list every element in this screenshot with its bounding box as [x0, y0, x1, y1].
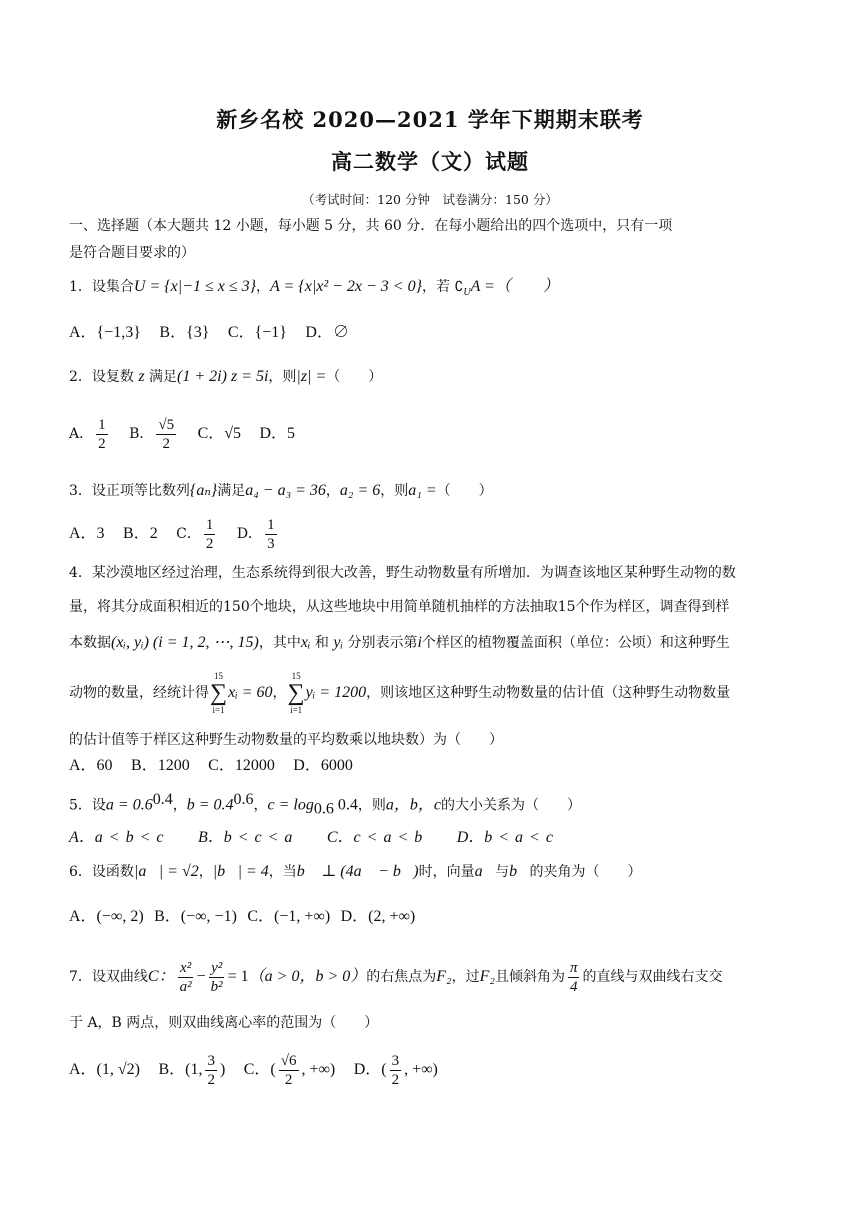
q7-pi-den: 4	[569, 978, 578, 995]
q2-option-c[interactable]: C．√5	[197, 425, 242, 442]
q5-option-c[interactable]: C．c < a < b	[326, 829, 423, 846]
q6-option-a[interactable]: A．(−∞, 2)	[69, 908, 144, 925]
q7-option-c-den: 2	[284, 1071, 293, 1088]
q7-option-c[interactable]	[243, 1052, 336, 1088]
q7-option-d-label: D．(	[353, 1061, 387, 1078]
q2-text-d: （ ）	[326, 369, 383, 385]
q2-option-b[interactable]	[129, 416, 179, 452]
q4-line3-c: 和	[310, 635, 334, 651]
q2-options	[69, 414, 799, 454]
q7-option-d-den: 2	[391, 1071, 400, 1088]
q4-sum2-body: yᵢ = 1200	[305, 684, 367, 701]
q2-option-a-frac	[96, 416, 108, 453]
page-subtitle: 高二数学（文）试题	[331, 149, 529, 174]
q6-option-c[interactable]: C．(−1, +∞)	[247, 908, 331, 925]
q7-option-c-num: √6	[280, 1052, 297, 1069]
q6-text-b: ，当	[268, 864, 297, 880]
q3-option-c-frac	[204, 516, 216, 553]
q4-line4-a: 动物的数量，经统计得	[69, 685, 209, 701]
q7-c: C：	[147, 968, 175, 985]
q7-minus: −	[196, 968, 206, 985]
page-title: 新乡名校 2020—2021 学年下期期末联考	[216, 107, 644, 132]
q7-text-d: 且倾斜角为	[494, 969, 565, 985]
q7-text-a: 7．设双曲线	[69, 969, 148, 985]
q4-sep: ，	[272, 685, 287, 701]
q7-eq: = 1	[227, 968, 249, 985]
q6-sep: ，	[198, 864, 213, 880]
q7-f1-den: a²	[179, 978, 192, 995]
q7-option-d-close: , +∞)	[404, 1061, 438, 1078]
q4-i: i	[417, 634, 422, 651]
q5-text-b: ，则	[357, 797, 386, 814]
q5-option-d[interactable]: D．b < a < c	[456, 829, 553, 846]
q4-line3-b: ，其中	[258, 635, 301, 651]
q4-option-b[interactable]: B．1200	[131, 757, 190, 774]
q3-sep: ，	[325, 483, 340, 499]
question-6	[69, 862, 799, 882]
q1-set-u: U = {x|−1 ≤ x ≤ 3}	[133, 278, 257, 295]
q2-text-a: 2．设复数	[69, 369, 139, 385]
exam-info: （考试时间：120 分钟 试卷满分：150 分）	[302, 192, 558, 207]
q4-line4-b: ，则该地区这种野生动物数量的估计值（这种野生动物数量	[366, 685, 731, 701]
q5-exp1: 0.4	[152, 791, 173, 808]
q6-eq3: b⃗ ⊥ (4a⃗ − b⃗)	[296, 863, 419, 880]
q7-option-b-label: B．(1,	[158, 1061, 203, 1078]
q4-line5: 的估计值等于样区这种野生动物数量的平均数乘以地块数）为（ ）	[69, 732, 503, 748]
q7-option-d-num: 3	[391, 1052, 400, 1069]
q5-options	[69, 828, 799, 848]
q3-option-c-label: C．	[176, 526, 201, 542]
q4-sum1-sigma	[210, 670, 227, 716]
q3-option-d-num: 1	[267, 516, 275, 533]
q4-sum2-bottom: i=1	[290, 705, 303, 715]
q3-option-c-den: 2	[205, 535, 214, 552]
q7-option-d-frac	[390, 1052, 402, 1089]
q6-text-a: 6．设函数	[69, 864, 134, 880]
q3-option-a[interactable]: A．3	[69, 525, 105, 542]
q5-eq3: c = log	[267, 796, 314, 814]
q5-eq2: b = 0.4	[186, 796, 234, 814]
q7-pi-frac	[568, 959, 580, 996]
q7-f2-den: b²	[210, 978, 223, 995]
q4-pair: (xᵢ, yᵢ) (i = 1, 2, ⋯, 15)	[111, 634, 259, 651]
q1-option-c[interactable]: C．{−1}	[227, 324, 287, 341]
q6-va: a⃗	[474, 863, 496, 880]
q2-eq: (1 + 2i) z = 5i	[177, 368, 269, 385]
q5-vars: a，b，c	[385, 796, 441, 814]
q7-option-b-frac	[205, 1052, 217, 1089]
q7-line2: 于 A，B 两点，则双曲线离心率的范围为（ ）	[69, 1015, 379, 1031]
q3-seq: {aₙ}	[189, 482, 218, 499]
question-5	[69, 790, 799, 819]
q7-option-b-close: )	[219, 1061, 226, 1078]
q6-vb: b⃗	[509, 863, 530, 880]
q1-sep: ，	[256, 279, 271, 295]
q2-option-b-den: 2	[162, 435, 170, 452]
q6-option-d[interactable]: D．(2, +∞)	[340, 908, 416, 925]
q3-option-c[interactable]	[176, 516, 218, 552]
q1-text-c: A =（ ）	[470, 278, 559, 295]
q2-text-c: ，则	[268, 369, 297, 385]
q1-sub: U	[463, 286, 471, 298]
question-3	[69, 481, 799, 501]
q7-option-c-frac	[279, 1052, 299, 1089]
q7-option-c-label: C．(	[243, 1061, 276, 1078]
q7-option-b[interactable]	[158, 1052, 226, 1088]
q2-option-b-frac	[156, 416, 176, 453]
q4-sum2-sigma	[288, 670, 305, 716]
q1-option-b[interactable]: B．{3}	[159, 324, 210, 341]
q5-option-b[interactable]: B．b < c < a	[197, 829, 293, 846]
q4-options	[69, 756, 799, 776]
q6-eq1: |a⃗| = √2	[133, 863, 199, 880]
q3-text-b: 满足	[217, 483, 246, 499]
sigma-icon: ∑	[287, 680, 305, 706]
q4-sum1-bottom: i=1	[212, 705, 225, 715]
q4-line4	[69, 670, 799, 716]
q7-frac1	[178, 959, 194, 996]
q2-option-a-num: 1	[98, 416, 106, 433]
q1-set-a: A = {x|x² − 2x − 3 < 0}	[270, 278, 422, 295]
q5-eq1: a = 0.6	[105, 796, 153, 814]
q7-f: F₂	[436, 968, 452, 985]
q7-option-a[interactable]: A．(1, √2)	[69, 1061, 140, 1078]
q7-option-d[interactable]	[353, 1052, 438, 1088]
q3-option-c-num: 1	[205, 516, 214, 533]
q4-line3-e: 个样区的植物覆盖面积（单位：公顷）和这种野生	[421, 635, 730, 651]
q7-options	[69, 1048, 799, 1092]
q7-f2-num: y²	[211, 959, 223, 976]
q3-option-d-frac	[265, 516, 277, 553]
q5-text-c: 的大小关系为（ ）	[440, 797, 581, 814]
question-7	[69, 956, 799, 998]
sigma-icon: ∑	[210, 680, 228, 706]
q2-option-a[interactable]	[69, 416, 111, 452]
section-heading-line2: 是符合题目要求的）	[69, 245, 195, 261]
q2-option-b-num: √5	[158, 416, 175, 433]
q7-option-b-den: 2	[207, 1071, 215, 1088]
q2-option-b-label: B．	[129, 426, 154, 442]
q6-text-c: 时，向量	[418, 864, 475, 880]
q4-line3-d: 分别表示第	[343, 635, 418, 651]
q7-f-again: F₂	[479, 968, 495, 985]
q2-text-b: 满足	[144, 369, 178, 385]
q4-line2: 量，将其分成面积相近的150个地块，从这些地块中用简单随机抽样的方法抽取15个作为样区，调查得到样	[69, 599, 730, 615]
q5-text-a: 5．设	[69, 797, 106, 814]
q4-line3-a: 本数据	[69, 635, 111, 651]
q7-frac2	[209, 959, 225, 996]
q5-exp2: 0.6	[233, 791, 254, 808]
q3-eq3: a₁ =	[408, 482, 437, 499]
q5-option-a[interactable]: A．a < b < c	[69, 829, 164, 846]
q5-sub3: 0.6	[313, 800, 334, 818]
q3-options	[69, 514, 799, 554]
q3-eq2: a₂ = 6	[339, 482, 381, 499]
q7-text-c: ，过	[451, 969, 480, 985]
q1-text-b: ，若 ∁	[422, 279, 464, 295]
q4-option-d[interactable]: D．6000	[293, 757, 353, 774]
q1-options	[69, 323, 799, 343]
q4-line1: 4．某沙漠地区经过治理，生态系统得到很大改善，野生动物数量有所增加．为调查该地区某种野生动物的数	[69, 565, 736, 581]
q5-sep2: ，	[253, 797, 268, 814]
q4-sum2-top: 15	[291, 671, 301, 681]
q5-eq3b: 0.4	[333, 796, 358, 814]
question-1	[69, 277, 799, 303]
q6-text-e: 的夹角为（ ）	[529, 864, 642, 880]
q1-text-a: 1．设集合	[69, 279, 134, 295]
q7-f1-num: x²	[180, 959, 192, 976]
q7-text-b: 的右焦点为	[366, 969, 437, 985]
q4-sum1-top: 15	[214, 671, 224, 681]
q3-text-a: 3．设正项等比数列	[69, 483, 190, 499]
q4-x: xᵢ	[300, 634, 311, 651]
q7-cond: （a > 0，b > 0）	[248, 968, 367, 985]
q7-text-e: 的直线与双曲线右支交	[582, 969, 723, 985]
q4-sum1-body: xᵢ = 60	[228, 684, 273, 701]
q2-option-d[interactable]: D．5	[259, 425, 296, 442]
q7-option-b-num: 3	[207, 1052, 215, 1069]
q1-option-a[interactable]: A．{−1,3}	[69, 324, 141, 341]
q3-text-c: ，则	[380, 483, 409, 499]
section-heading-line1: 一、选择题（本大题共 12 小题，每小题 5 分，共 60 分．在每小题给出的四个选项中，只有一项	[69, 218, 673, 234]
q1-option-d[interactable]: D．∅	[305, 324, 349, 341]
q6-option-b[interactable]: B．(−∞, −1)	[154, 908, 237, 925]
q3-text-d: （ ）	[436, 483, 493, 499]
q4-line3	[69, 633, 799, 653]
q3-option-d-den: 3	[267, 535, 275, 552]
q6-text-d: 与	[495, 864, 510, 880]
q3-option-d[interactable]	[236, 516, 280, 552]
q4-y: yᵢ	[333, 634, 344, 651]
q3-option-d-label: D．	[236, 526, 263, 542]
q6-options	[69, 907, 799, 927]
q6-eq2: |b⃗| = 4	[212, 863, 269, 880]
q4-option-a[interactable]: A．60	[69, 757, 113, 774]
q2-abs: |z| =	[296, 368, 327, 385]
q3-eq1: a₄ − a₃ = 36	[245, 482, 326, 499]
q7-option-c-close: , +∞)	[301, 1061, 336, 1078]
q2-var: z	[138, 368, 145, 385]
q7-pi-num: π	[569, 959, 578, 976]
q5-sep1: ，	[172, 797, 187, 814]
q2-option-a-den: 2	[98, 435, 106, 452]
q2-option-a-label: A．	[69, 426, 94, 442]
q4-option-c[interactable]: C．12000	[208, 757, 275, 774]
question-2	[69, 367, 799, 387]
q3-option-b[interactable]: B．2	[123, 525, 158, 542]
